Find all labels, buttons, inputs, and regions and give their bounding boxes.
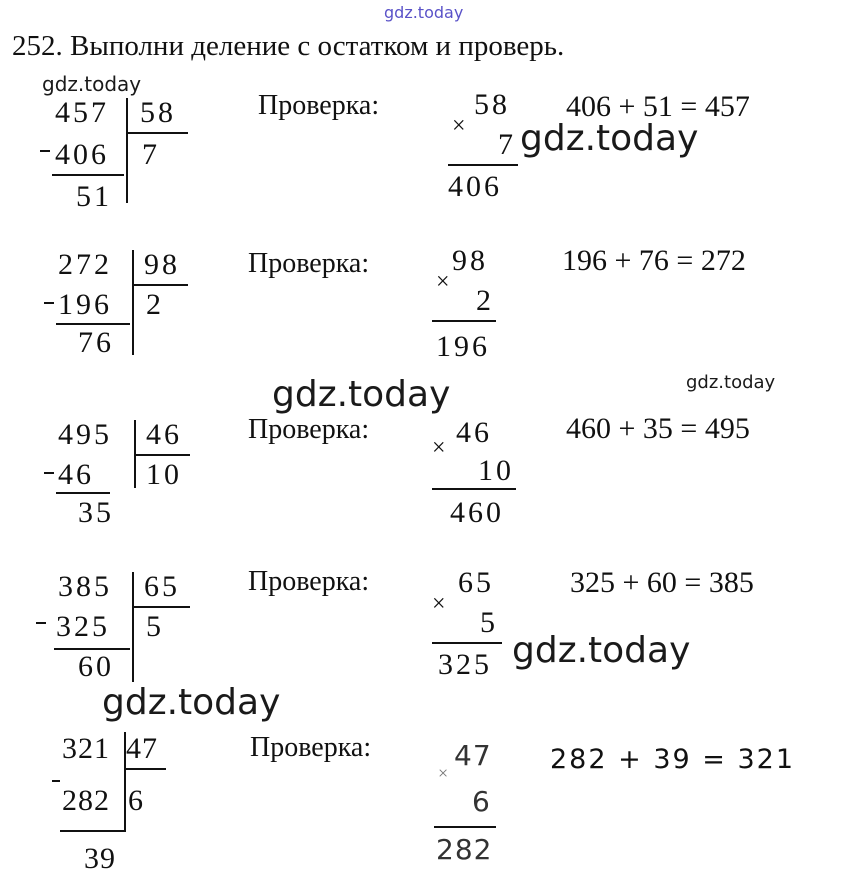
dividend: 272 [58,248,112,281]
divisor: 46 [146,418,182,451]
product: 196 [436,330,490,363]
product-line [432,642,502,644]
product-line [448,164,518,166]
multiply-sign: × [452,113,466,139]
dividend: 457 [55,96,109,129]
dividend: 495 [58,418,112,451]
verification-equation: 406 + 51 = 457 [566,90,750,123]
division-bar [132,250,134,355]
subtraction-line [56,492,110,494]
remainder: 35 [78,496,114,529]
multiplicand: 65 [458,566,494,599]
minus-sign [44,472,54,474]
verification-equation: 325 + 60 = 385 [570,566,754,599]
multiplicand: 47 [454,739,492,772]
subtraction-line [56,323,130,325]
check-label: Проверка: [258,90,380,121]
multiplier: 7 [498,128,516,161]
verification-equation: 460 + 35 = 495 [566,412,750,445]
remainder: 76 [78,326,114,359]
exercise-title: 252. Выполни деление с остатком и проверь. [12,30,565,62]
multiply-sign: × [436,269,450,295]
minus-sign [40,150,50,152]
dividend: 321 [62,732,110,765]
product-line [432,488,516,490]
check-label: Проверка: [248,248,370,279]
check-label: Проверка: [248,566,370,597]
quotient: 7 [142,138,160,171]
divisor: 47 [126,732,158,765]
product: 282 [436,833,493,866]
watermark: gdz.today [102,682,281,723]
multiply-sign: × [432,435,446,461]
remainder: 39 [84,842,116,875]
check-label: Проверка: [250,732,372,763]
multiplicand: 46 [456,416,492,449]
subtrahend: 406 [55,138,109,171]
divisor: 58 [140,96,176,129]
divisor-line [132,606,190,608]
multiply-sign: × [432,591,446,617]
divisor-line [134,454,190,456]
division-bar [126,98,128,203]
multiplier: 10 [478,454,514,487]
multiplicand: 98 [452,244,488,277]
divisor: 65 [144,570,180,603]
division-bar [132,572,134,682]
minus-sign [52,780,60,782]
multiply-sign: × [438,763,449,783]
watermark: gdz.today [686,372,776,393]
verification-equation: 282 + 39 = 321 [550,744,796,775]
dividend: 385 [58,570,112,603]
watermark: gdz.today [520,118,699,159]
watermark: gdz.today [512,630,691,671]
watermark: gdz.today [272,374,451,415]
minus-sign [44,302,54,304]
minus-sign [36,622,46,624]
watermark: gdz.today [42,72,142,96]
watermark-top: gdz.today [384,3,464,22]
subtrahend: 46 [58,458,94,491]
product: 460 [450,496,504,529]
divisor-line [126,132,188,134]
multiplier: 6 [472,785,493,818]
multiplier: 2 [476,284,494,317]
subtraction-line [52,174,124,176]
product-line [432,320,496,322]
multiplicand: 58 [474,88,510,121]
subtraction-line [60,830,126,832]
product: 406 [448,170,502,203]
check-label: Проверка: [248,414,370,445]
product: 325 [438,648,492,681]
remainder: 60 [78,650,114,683]
verification-equation: 196 + 76 = 272 [562,244,746,277]
remainder: 51 [76,180,112,213]
multiplier: 5 [480,606,498,639]
quotient: 10 [146,458,182,491]
divisor-line [124,768,166,770]
divisor: 98 [144,248,180,281]
divisor-line [132,284,188,286]
subtrahend: 325 [56,610,110,643]
quotient: 2 [146,288,164,321]
product-line [434,826,496,828]
quotient: 5 [146,610,164,643]
subtrahend: 196 [58,288,112,321]
quotient: 6 [128,784,146,817]
subtrahend: 282 [62,784,110,817]
